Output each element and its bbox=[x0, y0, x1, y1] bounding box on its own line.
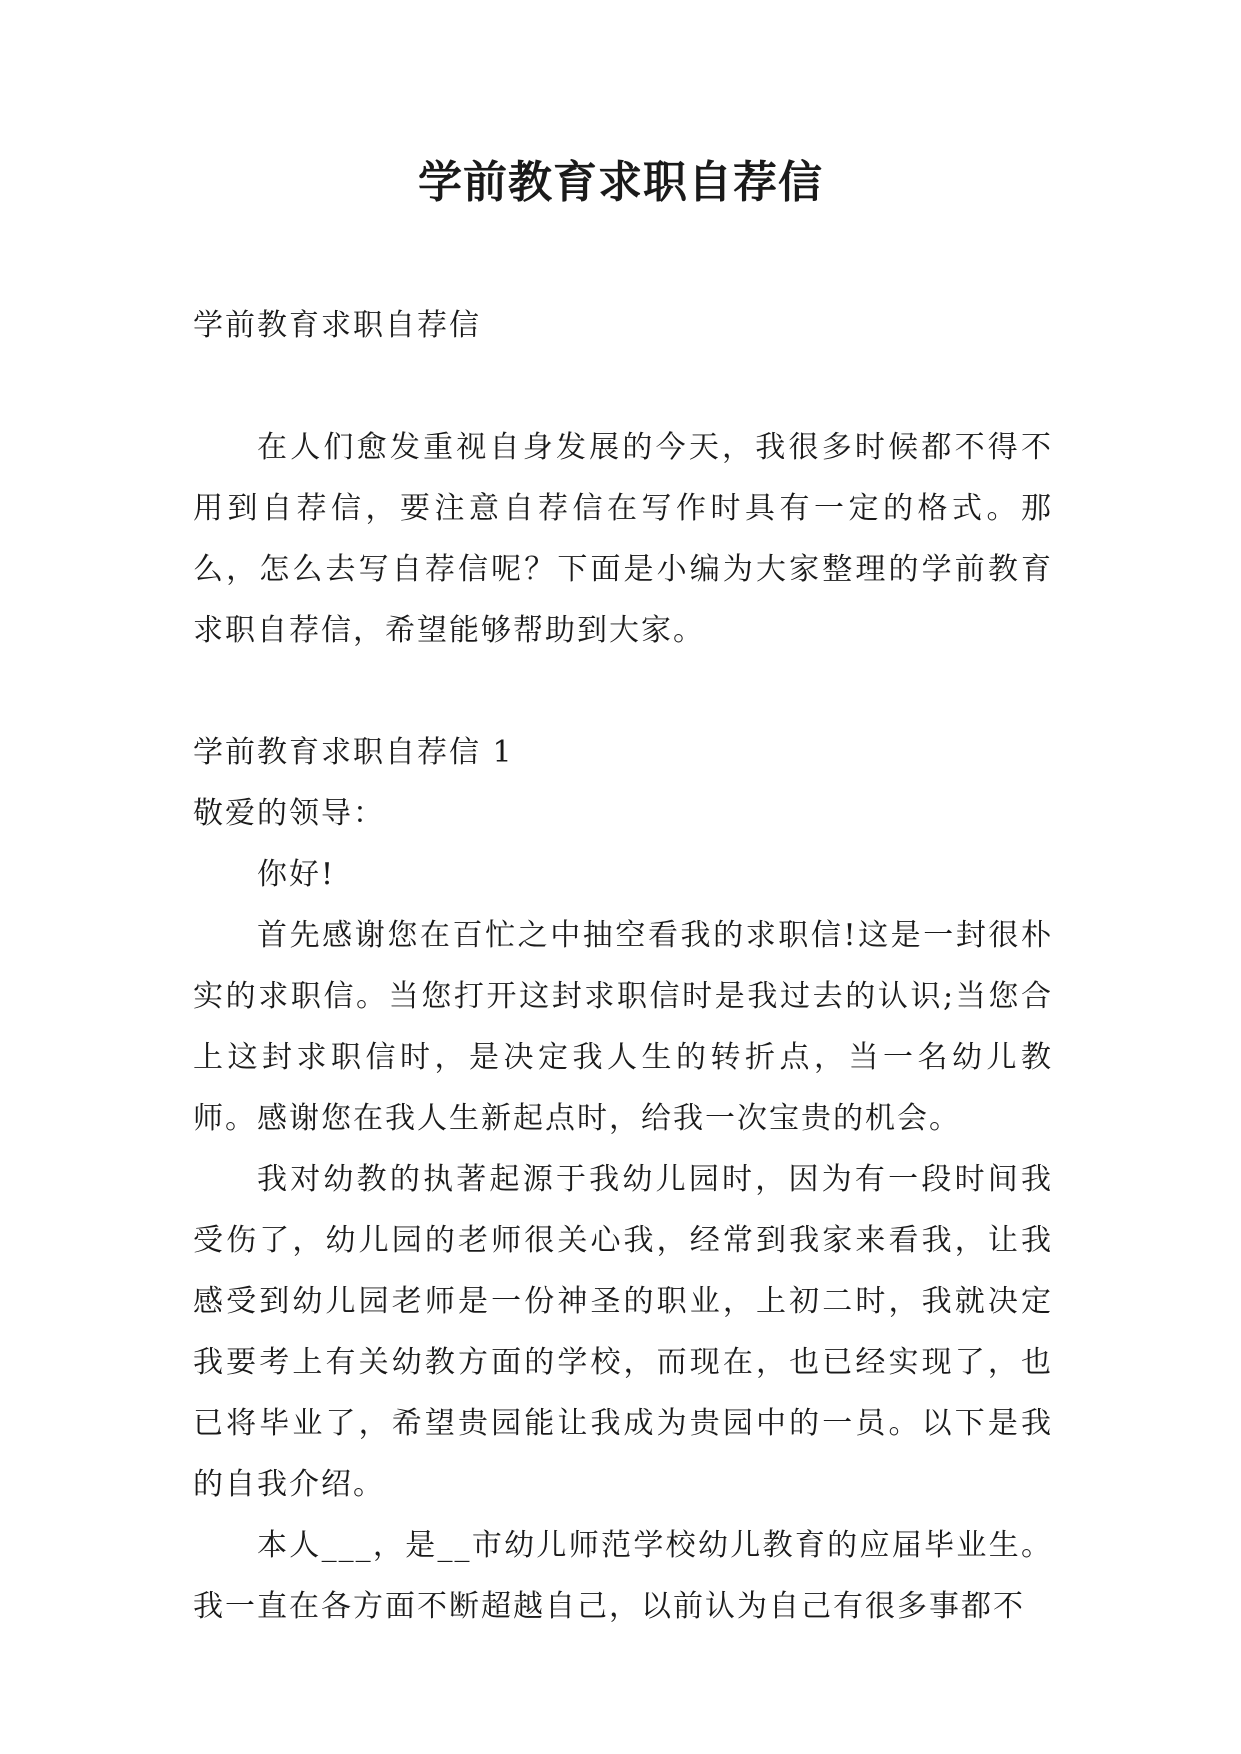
body-paragraph-3: 本人___，是__市幼儿师范学校幼儿教育的应届毕业生。我一直在各方面不断超越自己，以前认为自己有很多事都不 bbox=[193, 1528, 1053, 1624]
body-paragraph-2: 我对幼教的执著起源于我幼儿园时，因为有一段时间我受伤了，幼儿园的老师很关心我，经常到我家来看我，让我感受到幼儿园老师是一份神圣的职业，上初二时，我就决定我要考上有关幼教方面的学校，而现在，也已经实现了，也已将毕业了，希望贵园能让我成为贵园中的一员。以下是我的自我介绍。 bbox=[193, 1162, 1053, 1502]
document-subtitle: 学前教育求职自荐信 bbox=[193, 308, 481, 343]
document-body bbox=[193, 295, 1053, 1637]
intro-paragraph: 在人们愈发重视自身发展的今天，我很多时候都不得不用到自荐信，要注意自荐信在写作时具有一定的格式。那么，怎么去写自荐信呢？下面是小编为大家整理的学前教育求职自荐信，希望能够帮助到大家。 bbox=[193, 430, 1053, 648]
greeting: 你好! bbox=[257, 857, 336, 892]
salutation: 敬爱的领导： bbox=[193, 796, 385, 831]
letter-heading: 学前教育求职自荐信 1 bbox=[193, 735, 514, 770]
body-paragraph-1: 首先感谢您在百忙之中抽空看我的求职信!这是一封很朴实的求职信。当您打开这封求职信时是我过去的认识;当您合上这封求职信时，是决定我人生的转折点，当一名幼儿教师。感谢您在我人生新起点时，给我一次宝贵的机会。 bbox=[193, 918, 1053, 1136]
document-title: 学前教育求职自荐信 bbox=[418, 157, 823, 208]
